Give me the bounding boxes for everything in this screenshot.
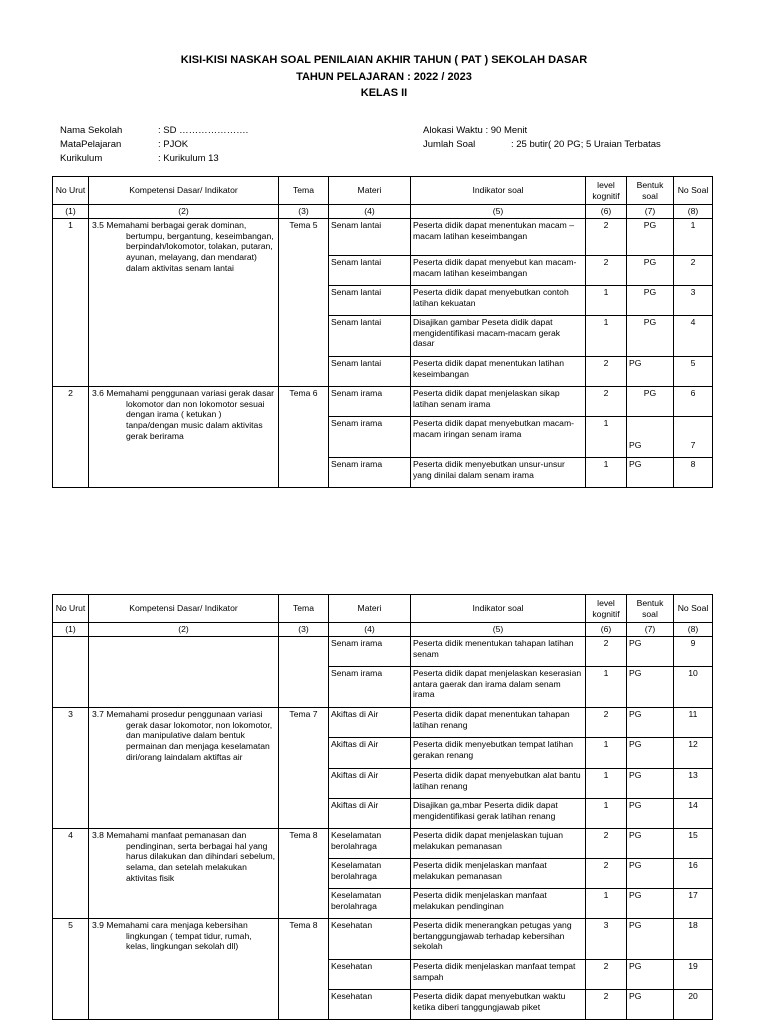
num-cell: (3): [279, 623, 329, 637]
num-cell: (4): [329, 205, 411, 219]
indikator-cell: Peserta didik menjelaskan manfaat tempat sampah: [411, 960, 586, 990]
kisi-table-1: [52, 176, 713, 488]
col-no-urut: No Urut: [53, 595, 89, 623]
num-cell: (7): [627, 623, 674, 637]
level-cell: 2: [586, 859, 627, 889]
bentuk-cell: PG: [627, 799, 674, 829]
bentuk-cell: PG: [627, 256, 674, 286]
col-tema: Tema: [279, 177, 329, 205]
materi-cell: Keselamatan berolahraga: [329, 829, 411, 859]
level-cell: 2: [586, 960, 627, 990]
num-cell: (6): [586, 623, 627, 637]
bentuk-cell: PG: [627, 219, 674, 256]
bentuk-cell: PG: [627, 859, 674, 889]
level-cell: 2: [586, 219, 627, 256]
tema-cell: Tema 6: [279, 387, 329, 488]
no-soal-cell: 20: [674, 990, 713, 1020]
col-no-urut: No Urut: [53, 177, 89, 205]
level-cell: 1: [586, 799, 627, 829]
no-urut-cell: 5: [53, 919, 89, 1020]
jumlah-soal-label: Jumlah Soal: [423, 139, 476, 150]
num-cell: (1): [53, 623, 89, 637]
no-soal-cell: 1: [674, 219, 713, 256]
level-cell: 2: [586, 990, 627, 1020]
no-soal-cell: 10: [674, 667, 713, 708]
indikator-cell: Peserta didik dapat menjelaskan sikap latihan senam irama: [411, 387, 586, 417]
table-row: [53, 708, 713, 738]
col-kompetensi: Kompetensi Dasar/ Indikator: [89, 595, 279, 623]
col-no-soal: No Soal: [674, 177, 713, 205]
kurikulum-value: : Kurikulum 13: [158, 153, 219, 164]
indikator-cell: Peserta didik dapat menentukan latihan keseimbangan: [411, 357, 586, 387]
col-bentuk: Bentuk soal: [627, 595, 674, 623]
materi-cell: Senam lantai: [329, 256, 411, 286]
indikator-cell: Peserta didik menjelaskan manfaat melakukan pemanasan: [411, 859, 586, 889]
level-cell: 3: [586, 919, 627, 960]
kompetensi-cell: 3.8 Memahami manfaat pemanasan dan pendinginan, serta berbagai hal yang harus dilakukan dan dihindari sebelum, selama, dan setelah melakukan aktivitas fisik: [89, 829, 279, 919]
header-row: [53, 177, 713, 205]
bentuk-cell: PG: [627, 286, 674, 316]
col-bentuk: Bentuk soal: [627, 177, 674, 205]
kisi-table-2: [52, 594, 713, 1020]
indikator-cell: Peserta didik menentukan tahapan latihan senam: [411, 637, 586, 667]
level-cell: 2: [586, 256, 627, 286]
jumlah-soal-value: : 25 butir( 20 PG; 5 Uraian Terbatas: [511, 139, 661, 150]
col-no-soal: No Soal: [674, 595, 713, 623]
no-soal-cell: 15: [674, 829, 713, 859]
no-soal-cell: 7: [674, 417, 713, 458]
level-cell: 2: [586, 637, 627, 667]
level-cell: 1: [586, 286, 627, 316]
kompetensi-cell: 3.7 Memahami prosedur penggunaan variasi gerak dasar lokomotor, non lokomotor, dan manipulative dalam bentuk permainan dan menjaga keselamatan diri/orang laindalam aktiftas air: [89, 708, 279, 829]
no-urut-cell: [53, 637, 89, 708]
num-cell: (2): [89, 205, 279, 219]
col-level: level kognitif: [586, 177, 627, 205]
no-soal-cell: 9: [674, 637, 713, 667]
level-cell: 2: [586, 708, 627, 738]
level-cell: 1: [586, 667, 627, 708]
bentuk-cell: PG: [627, 316, 674, 357]
level-cell: 1: [586, 769, 627, 799]
indikator-cell: Peserta didik dapat menyebut kan macam-macam latihan keseimbangan: [411, 256, 586, 286]
tema-cell: Tema 7: [279, 708, 329, 829]
kompetensi-cell: [89, 637, 279, 708]
materi-cell: Akiftas di Air: [329, 799, 411, 829]
kompetensi-cell: 3.9 Memahami cara menjaga kebersihan lingkungan ( tempat tidur, rumah, kelas, lingkungan sekolah dll): [89, 919, 279, 1020]
indikator-cell: Peserta didik dapat menyebutkan alat bantu latihan renang: [411, 769, 586, 799]
num-cell: (8): [674, 623, 713, 637]
indikator-cell: Peserta didik dapat menjelaskan tujuan melakukan pemanasan: [411, 829, 586, 859]
num-cell: (6): [586, 205, 627, 219]
kompetensi-cell: 3.5 Memahami berbagai gerak dominan, bertumpu, bergantung, keseimbangan, berpindah/lokomotor, tolakan, putaran, ayunan, melayang, dan mendarat) dalam aktivitas senam lantai: [89, 219, 279, 387]
materi-cell: Senam lantai: [329, 316, 411, 357]
level-cell: 1: [586, 316, 627, 357]
no-soal-cell: 11: [674, 708, 713, 738]
bentuk-cell: PG: [627, 990, 674, 1020]
no-soal-cell: 8: [674, 458, 713, 488]
no-soal-cell: 17: [674, 889, 713, 919]
no-soal-cell: 14: [674, 799, 713, 829]
col-materi: Materi: [329, 595, 411, 623]
table-row: [53, 919, 713, 960]
alokasi-waktu: Alokasi Waktu : 90 Menit: [423, 125, 528, 136]
table-row: [53, 829, 713, 859]
bentuk-cell: PG: [627, 960, 674, 990]
materi-cell: Kesehatan: [329, 919, 411, 960]
indikator-cell: Peserta didik dapat menentukan tahapan latihan renang: [411, 708, 586, 738]
level-cell: 2: [586, 829, 627, 859]
num-cell: (8): [674, 205, 713, 219]
level-cell: 1: [586, 458, 627, 488]
bentuk-cell: PG: [627, 708, 674, 738]
tema-cell: Tema 5: [279, 219, 329, 387]
col-indikator: Indikator soal: [411, 595, 586, 623]
table-row: [53, 219, 713, 256]
bentuk-cell: PG: [627, 637, 674, 667]
header-row: [53, 595, 713, 623]
bentuk-cell: PG: [627, 357, 674, 387]
num-cell: (2): [89, 623, 279, 637]
table-row: [53, 637, 713, 667]
materi-cell: Kesehatan: [329, 990, 411, 1020]
bentuk-cell: PG: [627, 738, 674, 769]
bentuk-cell: PG: [627, 829, 674, 859]
bentuk-cell: PG: [627, 387, 674, 417]
no-urut-cell: 1: [53, 219, 89, 387]
level-cell: 2: [586, 387, 627, 417]
tema-cell: Tema 8: [279, 919, 329, 1020]
indikator-cell: Disajikan gambar Peseta didik dapat mengidentifikasi macam-macam gerak dasar: [411, 316, 586, 357]
no-soal-cell: 18: [674, 919, 713, 960]
col-tema: Tema: [279, 595, 329, 623]
mata-pelajaran-label: MataPelajaran: [60, 139, 122, 150]
no-soal-cell: 5: [674, 357, 713, 387]
indikator-cell: Peserta didik menyebutkan tempat latihan gerakan renang: [411, 738, 586, 769]
tema-cell: [279, 637, 329, 708]
level-cell: 1: [586, 417, 627, 458]
table-row: [53, 387, 713, 417]
materi-cell: Senam irama: [329, 387, 411, 417]
bentuk-cell: PG: [627, 919, 674, 960]
indikator-cell: Peserta didik dapat menyebutkan waktu ketika diberi tanggungjawab piket: [411, 990, 586, 1020]
level-cell: 1: [586, 738, 627, 769]
no-urut-cell: 2: [53, 387, 89, 488]
indikator-cell: Peserta didik menyebutkan unsur-unsur yang dinilai dalam senam irama: [411, 458, 586, 488]
no-soal-cell: 2: [674, 256, 713, 286]
col-level: level kognitif: [586, 595, 627, 623]
bentuk-cell: PG: [627, 667, 674, 708]
materi-cell: Senam irama: [329, 637, 411, 667]
tema-cell: Tema 8: [279, 829, 329, 919]
materi-cell: Senam lantai: [329, 286, 411, 316]
level-cell: 1: [586, 889, 627, 919]
materi-cell: Kesehatan: [329, 960, 411, 990]
num-cell: (1): [53, 205, 89, 219]
materi-cell: Akiftas di Air: [329, 708, 411, 738]
nama-sekolah-label: Nama Sekolah: [60, 125, 123, 136]
indikator-cell: Disajikan ga,mbar Peserta didik dapat mengidentifikasi gerak latihan renang: [411, 799, 586, 829]
no-soal-cell: 12: [674, 738, 713, 769]
col-indikator: Indikator soal: [411, 177, 586, 205]
num-cell: (4): [329, 623, 411, 637]
materi-cell: Senam irama: [329, 667, 411, 708]
indikator-cell: Peserta didik dapat menyebutkan contoh latihan kekuatan: [411, 286, 586, 316]
no-soal-cell: 16: [674, 859, 713, 889]
materi-cell: Senam irama: [329, 417, 411, 458]
no-soal-cell: 6: [674, 387, 713, 417]
doc-class: KELAS II: [360, 87, 408, 99]
no-soal-cell: 13: [674, 769, 713, 799]
col-kompetensi: Kompetensi Dasar/ Indikator: [89, 177, 279, 205]
nama-sekolah-value: : SD ………………….: [158, 125, 249, 136]
col-materi: Materi: [329, 177, 411, 205]
no-urut-cell: 4: [53, 829, 89, 919]
materi-cell: Senam irama: [329, 458, 411, 488]
num-cell: (7): [627, 205, 674, 219]
materi-cell: Senam lantai: [329, 219, 411, 256]
num-cell: (3): [279, 205, 329, 219]
bentuk-cell: PG: [627, 458, 674, 488]
kompetensi-cell: 3.6 Memahami penggunaan variasi gerak dasar lokomotor dan non lokomotor sesuai dengan irama ( ketukan ) tanpa/dengan music dalam aktivitas gerak berirama: [89, 387, 279, 488]
no-urut-cell: 3: [53, 708, 89, 829]
kurikulum-label: Kurikulum: [60, 153, 103, 164]
materi-cell: Akiftas di Air: [329, 769, 411, 799]
number-row: [53, 205, 713, 219]
indikator-cell: Peserta didik dapat menjelaskan keserasian antara gaerak dan irama dalam senam irama: [411, 667, 586, 708]
level-cell: 2: [586, 357, 627, 387]
indikator-cell: Peserta didik dapat menentukan macam – macam latihan keseimbangan: [411, 219, 586, 256]
indikator-cell: Peserta didik menjelaskan manfaat melakukan pendinginan: [411, 889, 586, 919]
materi-cell: Keselamatan berolahraga: [329, 889, 411, 919]
indikator-cell: Peserta didik menerangkan petugas yang bertanggungjawab terhadap kebersihan sekolah: [411, 919, 586, 960]
indikator-cell: Peserta didik dapat menyebutkan macam- macam iringan senam irama: [411, 417, 586, 458]
num-cell: (5): [411, 623, 586, 637]
bentuk-cell: PG: [627, 889, 674, 919]
number-row: [53, 623, 713, 637]
materi-cell: Senam lantai: [329, 357, 411, 387]
no-soal-cell: 3: [674, 286, 713, 316]
materi-cell: Akiftas di Air: [329, 738, 411, 769]
doc-year: TAHUN PELAJARAN : 2022 / 2023: [296, 71, 472, 83]
doc-title: KISI-KISI NASKAH SOAL PENILAIAN AKHIR TAHUN ( PAT ) SEKOLAH DASAR: [180, 54, 588, 66]
bentuk-cell: PG: [627, 769, 674, 799]
no-soal-cell: 4: [674, 316, 713, 357]
no-soal-cell: 19: [674, 960, 713, 990]
materi-cell: Keselamatan berolahraga: [329, 859, 411, 889]
num-cell: (5): [411, 205, 586, 219]
mata-pelajaran-value: : PJOK: [158, 139, 189, 150]
bentuk-cell: PG: [627, 417, 674, 458]
